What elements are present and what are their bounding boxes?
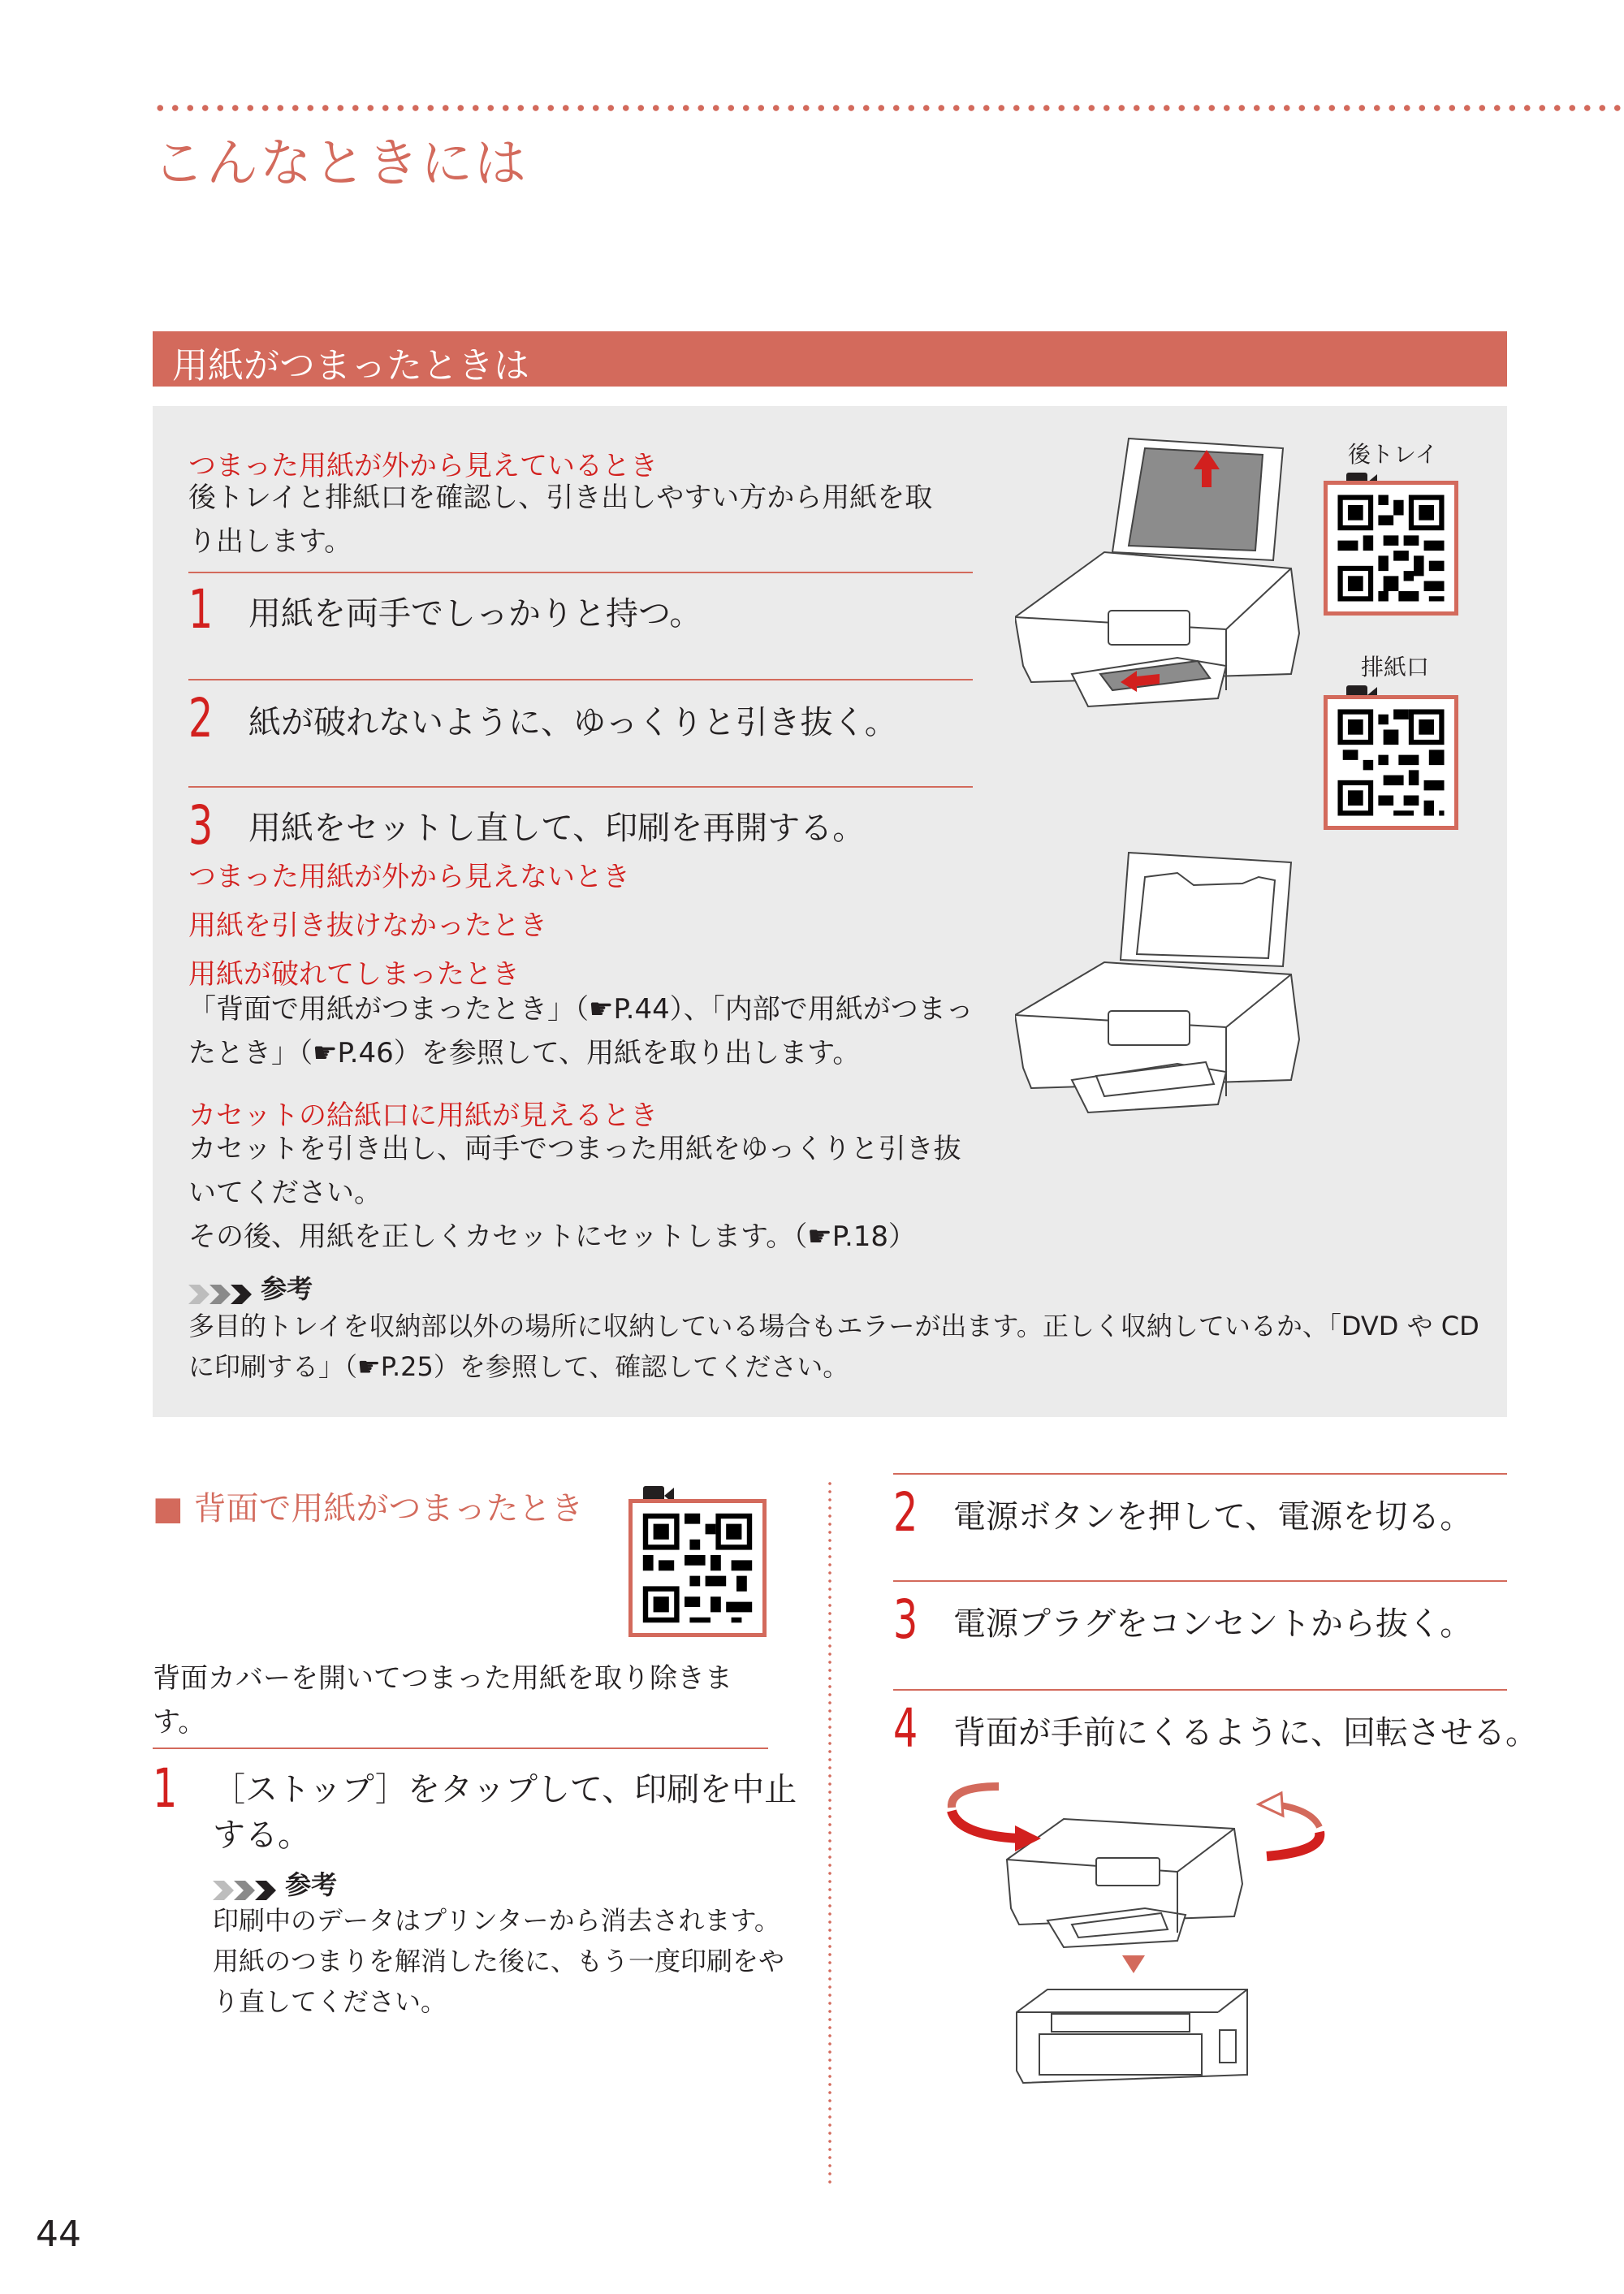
- step-number: 4: [893, 1697, 918, 1760]
- column-divider: [828, 1480, 831, 2186]
- step-number: 3: [188, 794, 214, 857]
- qr-code-icon: [633, 1503, 762, 1633]
- step-number: 3: [893, 1588, 918, 1651]
- step-divider: [893, 1689, 1507, 1691]
- chevron-arrows-icon: [188, 1282, 257, 1307]
- printer-open-illustration: [1015, 845, 1307, 1137]
- page-title: こんなときには: [153, 134, 528, 194]
- chevron-arrows-icon: [213, 1878, 281, 1903]
- right-step-3-text: 電源プラグをコンセントから抜く。: [953, 1605, 1473, 1643]
- step-number: 2: [188, 687, 214, 750]
- note-text: 多目的トレイを収納部以外の場所に収納している場合もエラーが出ます。正しく収納しているか、「DVD や CD に印刷する」（☛P.25）を参照して、確認してください。: [188, 1311, 1479, 1382]
- note-title: 参考: [261, 1273, 313, 1304]
- rear-jam-note-text: 印刷中のデータはプリンターから消去されます。 用紙のつまりを解消した後に、もう一度印刷をや り直してください。: [213, 1905, 785, 2017]
- hidden-case-text: 「背面で用紙がつまったとき」（☛P.44）、「内部で用紙がつまっ たとき」（☛P.46）を参照して、用紙を取り出します。: [188, 993, 974, 1069]
- step-divider: [153, 1748, 768, 1749]
- printer-paper-jam-illustration: [1015, 430, 1307, 723]
- step-number: 2: [893, 1481, 918, 1544]
- right-step-2-text: 電源ボタンを押して、電源を切る。: [953, 1498, 1473, 1536]
- visible-case-heading: つまった用紙が外から見えているとき: [188, 450, 658, 482]
- qr-code-rear-tray[interactable]: [1324, 481, 1458, 616]
- step-number: 1: [153, 1757, 178, 1820]
- step-1-text: 用紙を両手でしっかりと持つ。: [248, 595, 702, 633]
- right-step-4-text: 背面が手前にくるように、回転させる。: [953, 1714, 1538, 1752]
- note-header: [213, 1864, 337, 1903]
- hidden-case-heading: つまった用紙が外から見えないとき: [188, 861, 630, 893]
- header-dotted-rule: [153, 104, 1624, 112]
- section-title: 用紙がつまったときは: [172, 345, 529, 387]
- qr-label-rear-tray: 後トレイ: [1348, 441, 1438, 468]
- rear-jam-step-1-text: ［ストップ］をタップして、印刷を中止 する。: [213, 1771, 797, 1854]
- step-divider: [893, 1580, 1507, 1582]
- step-divider: [893, 1473, 1507, 1475]
- step-divider: [188, 679, 973, 680]
- page-number: 44: [36, 2214, 81, 2255]
- qr-code-icon: [1328, 699, 1454, 826]
- step-number: 1: [188, 578, 214, 641]
- note-header: [188, 1268, 313, 1307]
- qr-code-paper-output[interactable]: [1324, 695, 1458, 830]
- hidden-case-heading: 用紙が破れてしまったとき: [188, 958, 520, 991]
- rear-jam-title: ■ 背面で用紙がつまったとき: [153, 1490, 584, 1527]
- step-divider: [188, 572, 973, 573]
- step-divider: [188, 786, 973, 788]
- visible-case-text: 後トレイと排紙口を確認し、引き出しやすい方から用紙を取 り出します。: [188, 482, 933, 558]
- hidden-case-heading: 用紙を引き抜けなかったとき: [188, 909, 547, 942]
- step-3-text: 用紙をセットし直して、印刷を再開する。: [248, 810, 866, 847]
- step-2-text: 紙が破れないように、ゆっくりと引き抜く。: [248, 704, 897, 741]
- qr-code-rear-jam[interactable]: [628, 1499, 767, 1637]
- printer-rotation-illustration: [942, 1754, 1332, 2095]
- qr-label-paper-output: 排紙口: [1361, 654, 1430, 680]
- cassette-case-heading: カセットの給紙口に用紙が見えるとき: [188, 1099, 658, 1132]
- qr-code-icon: [1328, 485, 1454, 611]
- note-title: 参考: [285, 1869, 338, 1900]
- rear-jam-intro: 背面カバーを開いてつまった用紙を取り除きま す。: [153, 1662, 732, 1739]
- cassette-case-text: カセットを引き出し、両手でつまった用紙をゆっくりと引き抜 いてください。 その後、用紙を正しくカセットにセットします。（☛P.18）: [188, 1133, 961, 1253]
